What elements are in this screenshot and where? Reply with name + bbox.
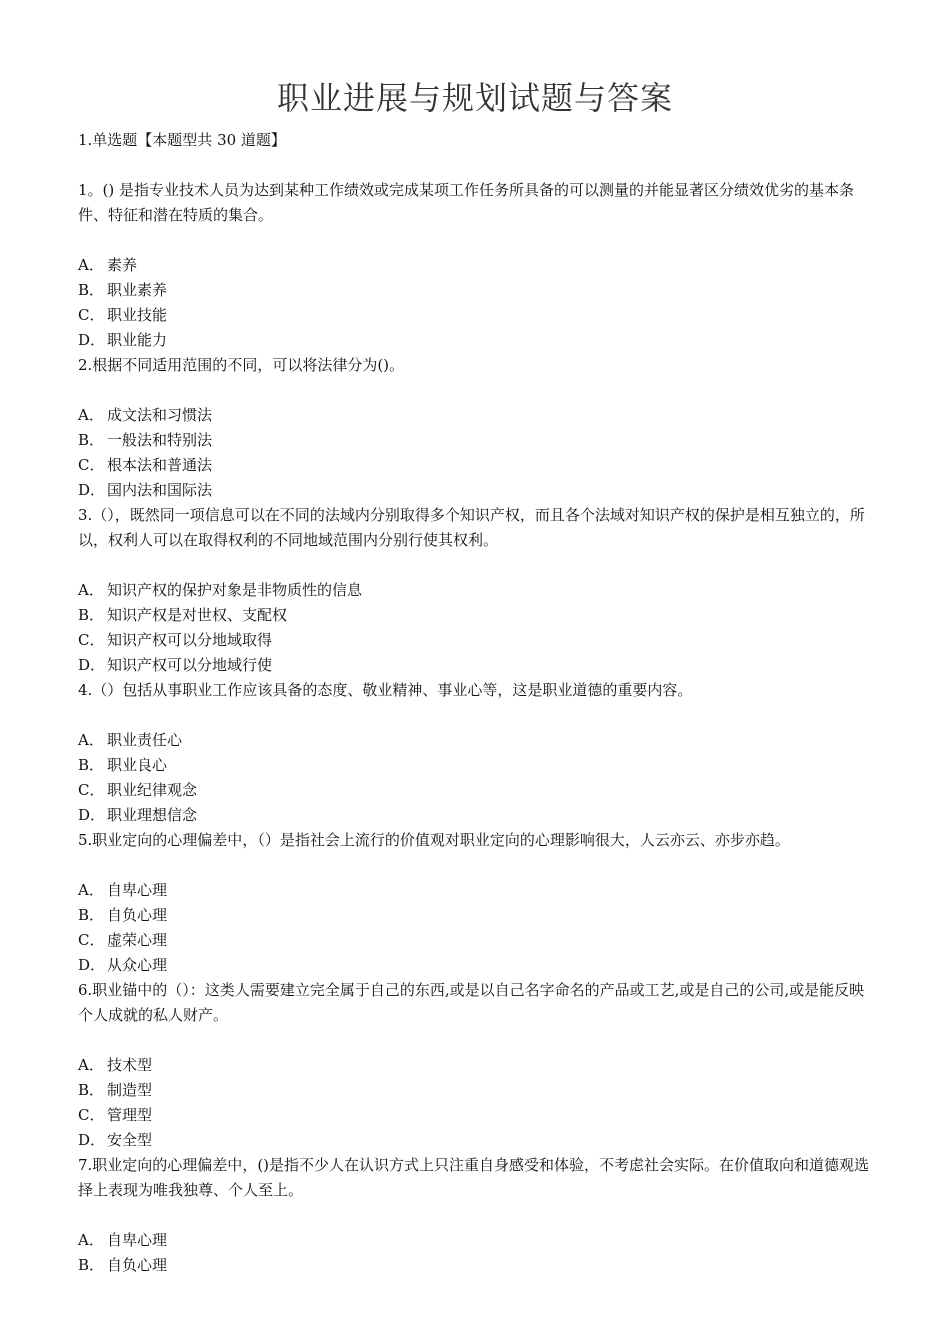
option-letter: D． — [78, 331, 106, 349]
option-c — [78, 628, 872, 653]
option-text: 管理型 — [107, 1106, 153, 1124]
option-text: 知识产权可以分地域行使 — [107, 656, 273, 674]
option-text: 成文法和习惯法 — [107, 406, 213, 424]
blank-line — [78, 378, 872, 403]
option-letter: B． — [78, 281, 105, 299]
option-b — [78, 753, 872, 778]
option-a — [78, 253, 872, 278]
option-a — [78, 878, 872, 903]
option-d — [78, 803, 872, 828]
option-c — [78, 1103, 872, 1128]
option-c — [78, 928, 872, 953]
option-text: 自负心理 — [107, 906, 168, 924]
blank-line — [78, 228, 872, 253]
document-title: 职业进展与规划试题与答案 — [276, 79, 673, 117]
blank-line — [78, 553, 872, 578]
blank-line — [78, 703, 872, 728]
question-stem: 6.职业锚中的（）：这类人需要建立完全属于自己的东西,或是以自己名字命名的产品或工艺,或是自己的公司,或是能反映个人成就的私人财产。 — [78, 981, 865, 1024]
option-text: 自卑心理 — [107, 881, 168, 899]
option-text: 职业素养 — [107, 281, 168, 299]
question-stem: 2.根据不同适用范围的不同，可以将法律分为()。 — [78, 356, 405, 374]
question-block — [78, 353, 872, 503]
option-a — [78, 403, 872, 428]
question-stem: 1。() 是指专业技术人员为达到某种工作绩效或完成某项工作任务所具备的可以测量的并能显著区分绩效优劣的基本条件、特征和潜在特质的集合。 — [78, 181, 855, 224]
option-text: 知识产权的保护对象是非物质性的信息 — [107, 581, 363, 599]
question-stem: 7.职业定向的心理偏差中，()是指不少人在认识方式上只注重自身感受和体验，不考虑社会实际。在价值取向和道德观选择上表现为唯我独尊、个人至上。 — [78, 1156, 870, 1199]
option-text: 国内法和国际法 — [107, 481, 213, 499]
option-letter: B． — [78, 1256, 105, 1274]
option-b — [78, 603, 872, 628]
option-letter: B． — [78, 756, 105, 774]
option-text: 技术型 — [107, 1056, 153, 1074]
blank-line — [78, 1028, 872, 1053]
option-d — [78, 1128, 872, 1153]
option-letter: A． — [78, 1231, 104, 1249]
option-letter: D． — [78, 1131, 106, 1149]
option-a — [78, 1228, 872, 1253]
option-letter: C． — [78, 931, 105, 949]
option-letter: B． — [78, 431, 105, 449]
option-letter: B． — [78, 606, 105, 624]
option-text: 素养 — [107, 256, 138, 274]
option-text: 职业责任心 — [107, 731, 183, 749]
question-block — [78, 978, 872, 1153]
question-block — [78, 1153, 872, 1278]
section-heading: 1.单选题【本题型共 30 道题】 — [78, 131, 286, 149]
option-d — [78, 328, 872, 353]
option-text: 根本法和普通法 — [107, 456, 213, 474]
option-text: 职业理想信念 — [107, 806, 198, 824]
option-a — [78, 728, 872, 753]
option-b — [78, 428, 872, 453]
option-text: 知识产权可以分地域取得 — [107, 631, 273, 649]
option-letter: D． — [78, 656, 106, 674]
option-letter: A． — [78, 581, 104, 599]
option-text: 从众心理 — [107, 956, 168, 974]
option-letter: C． — [78, 781, 105, 799]
question-stem: 5.职业定向的心理偏差中，（）是指社会上流行的价值观对职业定向的心理影响很大，人云亦云、亦步亦趋。 — [78, 831, 790, 849]
question-block — [78, 678, 872, 828]
blank-line — [78, 153, 872, 178]
question-block — [78, 828, 872, 978]
option-letter: A． — [78, 1056, 104, 1074]
option-b — [78, 1078, 872, 1103]
option-a — [78, 1053, 872, 1078]
option-c — [78, 303, 872, 328]
option-text: 自负心理 — [107, 1256, 168, 1274]
option-letter: A． — [78, 256, 104, 274]
option-c — [78, 778, 872, 803]
question-stem: 4.（）包括从事职业工作应该具备的态度、敬业精神、事业心等，这是职业道德的重要内容。 — [78, 681, 693, 699]
question-stem: 3.（），既然同一项信息可以在不同的法域内分别取得多个知识产权，而且各个法域对知识产权的保护是相互独立的，所以，权利人可以在取得权利的不同地域范围内分别行使其权利。 — [78, 506, 865, 549]
option-letter: C． — [78, 306, 105, 324]
option-letter: B． — [78, 1081, 105, 1099]
option-text: 自卑心理 — [107, 1231, 168, 1249]
option-d — [78, 478, 872, 503]
option-letter: D． — [78, 956, 106, 974]
option-letter: D． — [78, 481, 106, 499]
option-d — [78, 953, 872, 978]
option-letter: C． — [78, 456, 105, 474]
option-text: 职业技能 — [107, 306, 168, 324]
blank-line — [78, 1203, 872, 1228]
option-text: 制造型 — [107, 1081, 153, 1099]
option-a — [78, 578, 872, 603]
option-letter: A． — [78, 406, 104, 424]
option-text: 虚荣心理 — [107, 931, 168, 949]
question-block — [78, 503, 872, 678]
option-b — [78, 903, 872, 928]
option-text: 知识产权是对世权、支配权 — [107, 606, 288, 624]
option-letter: C． — [78, 631, 105, 649]
option-text: 一般法和特别法 — [107, 431, 213, 449]
option-letter: A． — [78, 731, 104, 749]
option-d — [78, 653, 872, 678]
option-letter: C． — [78, 1106, 105, 1124]
option-b — [78, 1253, 872, 1278]
option-letter: B． — [78, 906, 105, 924]
option-text: 职业能力 — [107, 331, 168, 349]
option-letter: D． — [78, 806, 106, 824]
question-block — [78, 178, 872, 353]
option-text: 职业纪律观念 — [107, 781, 198, 799]
option-text: 职业良心 — [107, 756, 168, 774]
option-letter: A． — [78, 881, 104, 899]
option-text: 安全型 — [107, 1131, 153, 1149]
option-b — [78, 278, 872, 303]
blank-line — [78, 853, 872, 878]
option-c — [78, 453, 872, 478]
